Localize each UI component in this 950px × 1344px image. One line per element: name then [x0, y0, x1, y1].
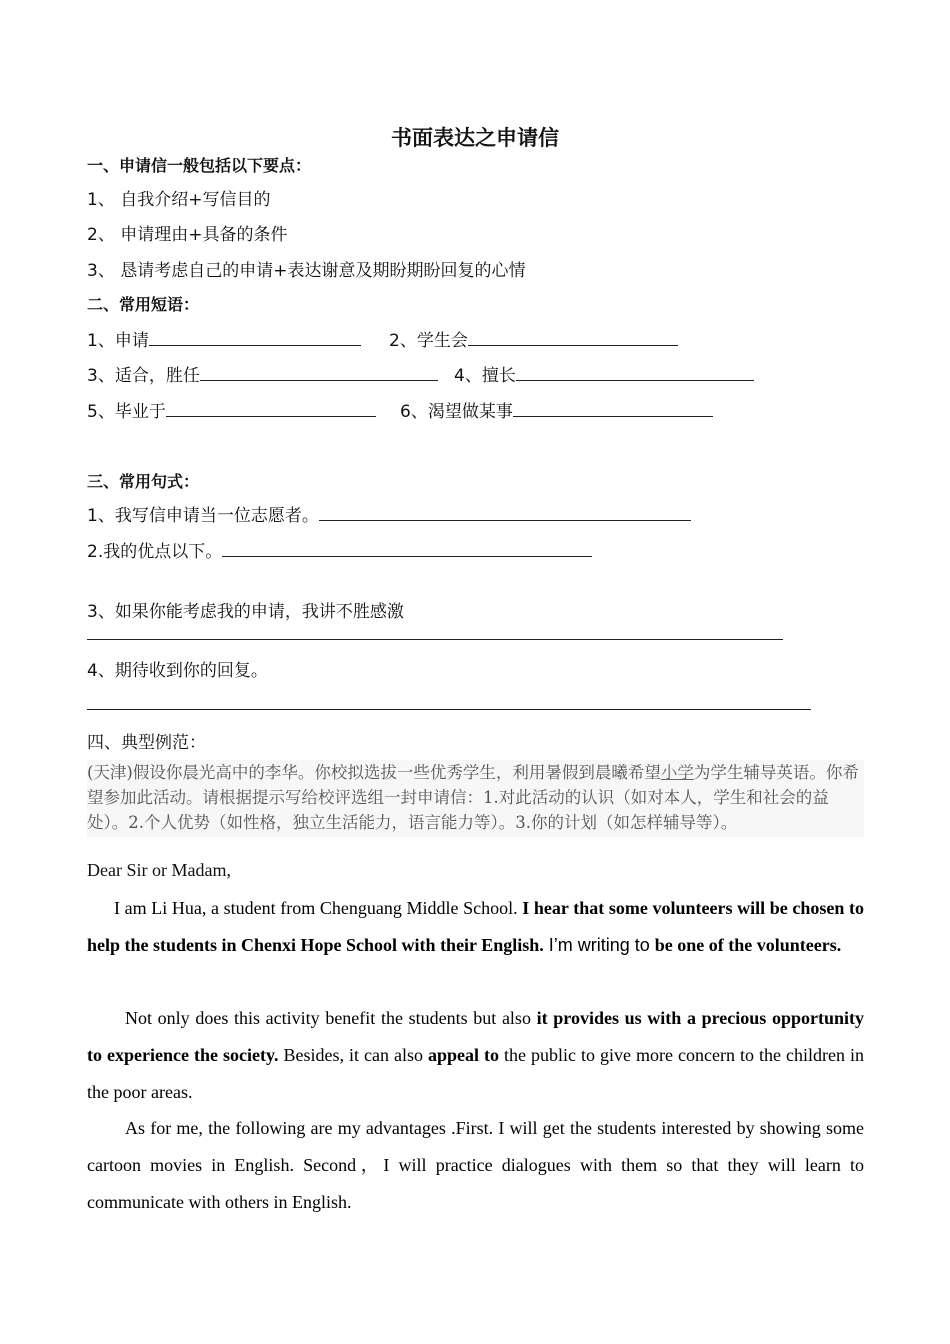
prompt-text-1: (天津)假设你晨光高中的李华。你校拟选拔一些优秀学生，利用暑假到晨曦希望	[87, 763, 661, 782]
p2-text-e: the public to give more concern to the children in the poor areas.	[87, 1045, 864, 1102]
section1-item-1: 1、 自我介绍+写信目的	[87, 190, 271, 210]
phrase-blank[interactable]	[149, 329, 361, 346]
letter-greeting: Dear Sir or Madam,	[87, 860, 231, 880]
phrase-row-2b	[454, 361, 754, 386]
prompt-link[interactable]: 小学	[660, 763, 694, 782]
section1-item-3: 3、 恳请考虑自己的申请+表达谢意及期盼期盼回复的心情	[87, 261, 526, 281]
p2-text-a: Not only does this activity benefit the students but also	[125, 1008, 537, 1028]
phrase-row-3b	[400, 397, 713, 422]
phrase-good-at: 4、擅长	[454, 366, 516, 386]
sentence-2: 2.我的优点以下。	[87, 542, 223, 562]
p2-bold-b: it provides us with a precious opportunity to experience the society.	[87, 1008, 864, 1065]
p2-bold-d: appeal to	[428, 1045, 500, 1065]
section2-heading: 二、常用短语：	[87, 295, 200, 314]
p1-text-c: I’m writing to	[543, 935, 655, 955]
phrase-row-3	[87, 397, 376, 422]
section1-item-2: 2、 申请理由+具备的条件	[87, 225, 288, 245]
sentence-blank[interactable]	[319, 504, 691, 521]
sentence-4: 4、期待收到你的回复。	[87, 661, 268, 681]
p2-text-c: Besides, it can also	[278, 1045, 428, 1065]
p1-bold-d: be one of the volunteers.	[654, 935, 842, 955]
phrase-suitable: 3、适合，胜任	[87, 366, 200, 386]
sentence-blank[interactable]	[222, 540, 592, 557]
phrase-apply: 1、申请	[87, 331, 149, 351]
phrase-blank[interactable]	[166, 400, 376, 417]
phrase-blank[interactable]	[513, 400, 713, 417]
phrase-row-1	[87, 326, 361, 351]
letter-paragraph-2	[87, 1000, 864, 1111]
phrase-row-1b	[389, 326, 678, 351]
sentence-1: 1、我写信申请当一位志愿者。	[87, 506, 319, 526]
phrase-blank[interactable]	[468, 329, 678, 346]
sentence-row-1	[87, 501, 691, 526]
section4-heading: 四、典型例范：	[87, 733, 206, 753]
letter-paragraph-1	[87, 890, 864, 964]
phrase-graduate: 5、毕业于	[87, 402, 166, 422]
p1-text-a: I am Li Hua, a student from Chenguang Middle School.	[114, 898, 523, 918]
phrase-eager: 6、渴望做某事	[400, 402, 513, 422]
writing-prompt	[87, 760, 864, 837]
sentence-3: 3、如果你能考虑我的申请，我讲不胜感激	[87, 602, 404, 622]
section3-heading: 三、常用句式：	[87, 472, 200, 491]
sentence-row-2	[87, 537, 592, 562]
prompt-text-2: 为学生辅导英语。你希望参加此活动。请根据提示写给校评选组一封申请信：1.对此活动的认识（如对本人，学生和社会的益处）。2.个人优势（如性格，独立生活能力，语言能力等）。3.你的计划（如怎样辅导等）。	[87, 763, 859, 832]
page-title: 书面表达之申请信	[391, 126, 559, 150]
section1-heading: 一、申请信一般包括以下要点：	[87, 156, 312, 175]
phrase-row-2	[87, 361, 438, 386]
phrase-blank[interactable]	[516, 364, 754, 381]
sentence-blank[interactable]	[87, 709, 811, 710]
letter-paragraph-3: As for me, the following are my advantages .First. I will get the students interested by showing some cartoon movies in English. Second，I will practice dialogues with them so that they will learn to communicate with others in English.	[87, 1118, 864, 1212]
phrase-student-union: 2、学生会	[389, 331, 468, 351]
p1-bold-b: I hear that some volunteers will be chosen to help the students in Chenxi Hope School with their English.	[87, 898, 864, 955]
sentence-blank[interactable]	[87, 639, 783, 640]
phrase-blank[interactable]	[200, 364, 438, 381]
